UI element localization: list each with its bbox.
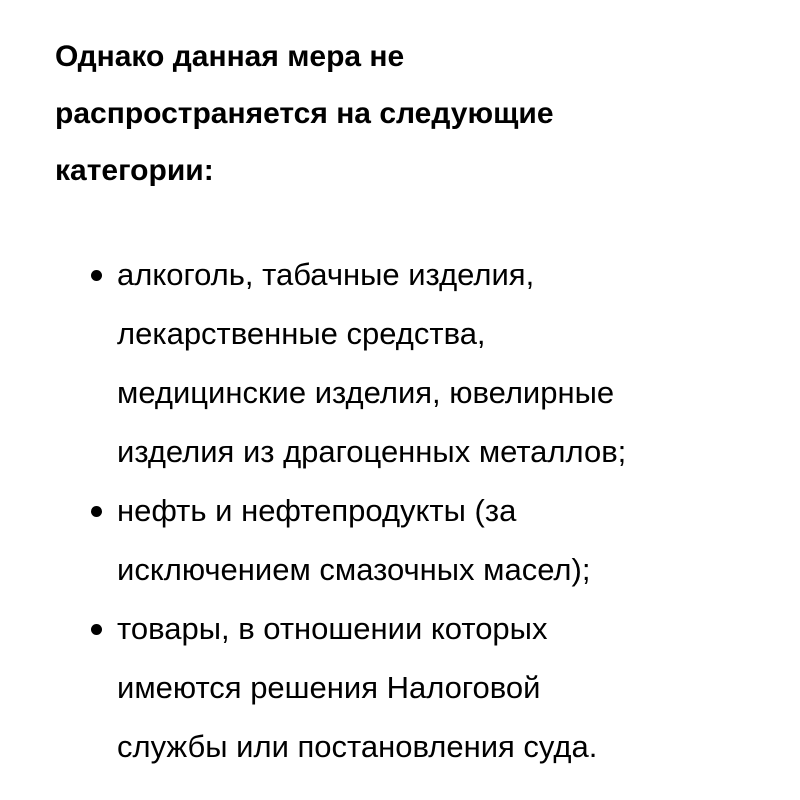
article-content bbox=[55, 28, 755, 764]
list-item-line: нефть и нефтепродукты (за bbox=[117, 493, 517, 528]
bullet-icon bbox=[91, 506, 102, 517]
list-item-line: алкоголь, табачные изделия, bbox=[117, 257, 535, 292]
list-item bbox=[55, 481, 755, 599]
bullet-icon bbox=[91, 270, 102, 281]
list-item bbox=[55, 599, 755, 776]
list-item-line: службы или постановления суда. bbox=[117, 729, 598, 764]
heading-line: распространяется на следующие bbox=[55, 97, 554, 130]
list-item-line: изделия из драгоценных металлов; bbox=[117, 434, 627, 469]
list-item-line: товары, в отношении которых bbox=[117, 611, 548, 646]
list-item-line: медицинские изделия, ювелирные bbox=[117, 375, 615, 410]
heading-line: категории: bbox=[55, 154, 214, 187]
exceptions-list bbox=[55, 245, 755, 776]
heading-paragraph bbox=[55, 28, 755, 199]
list-item-line: лекарственные средства, bbox=[117, 316, 486, 351]
list-item-line: имеются решения Налоговой bbox=[117, 670, 541, 705]
list-item bbox=[55, 245, 755, 481]
list-item-line: исключением смазочных масел); bbox=[117, 552, 591, 587]
bullet-icon bbox=[91, 624, 102, 635]
heading-line: Однако данная мера не bbox=[55, 40, 405, 73]
